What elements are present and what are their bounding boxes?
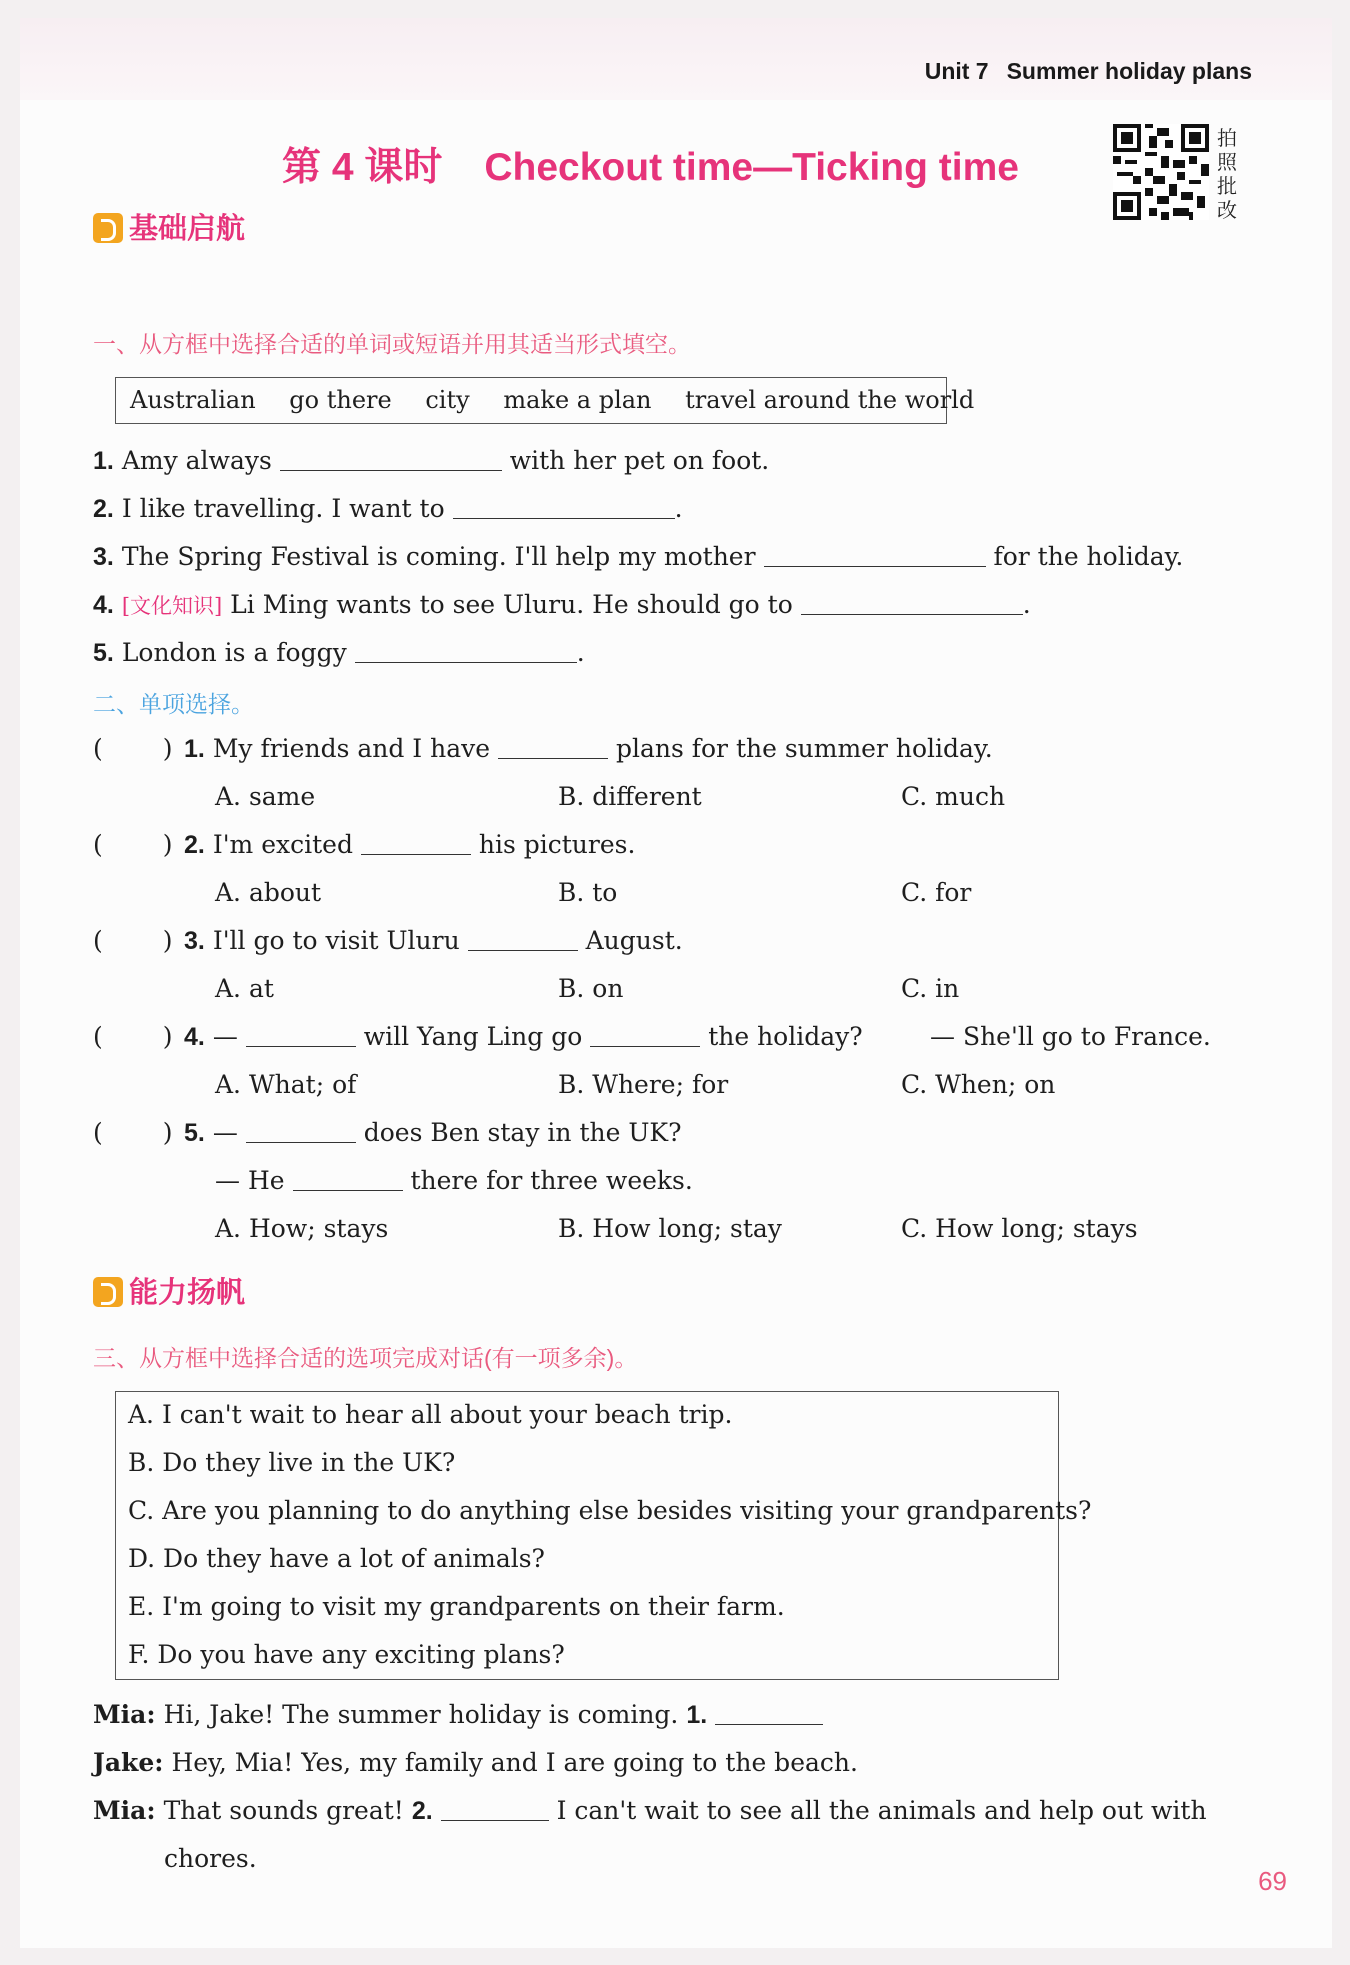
answer-paren[interactable]: ( ) [93, 830, 173, 859]
section-badge-icon [93, 213, 123, 243]
part1-instruction: 一、从方框中选择合适的单词或短语并用其适当形式填空。 [93, 331, 691, 357]
mc-question-3: 3. I'll go to visit Uluru August. [184, 926, 683, 955]
answer-blank[interactable] [764, 544, 986, 567]
section-heading-text: 基础启航 [129, 213, 246, 245]
answer-blank[interactable] [246, 1120, 356, 1143]
mc-option[interactable]: C. in [901, 974, 960, 1003]
mc-option[interactable]: A. same [215, 782, 316, 811]
answer-blank[interactable] [293, 1168, 403, 1191]
mc-question-4: 4. — will Yang Ling go the holiday? [184, 1022, 863, 1051]
dialogue-option: A. I can't wait to hear all about your beach trip. [128, 1400, 733, 1429]
lesson-title [282, 136, 1019, 192]
dialogue-option: B. Do they live in the UK? [128, 1448, 456, 1477]
lesson-period: 第 4 课时 [282, 146, 443, 189]
dialogue-option: C. Are you planning to do anything else besides visiting your grandparents? [128, 1496, 1092, 1525]
fill-item-4: 4. [文化知识] Li Ming wants to see Uluru. He should go to . [93, 590, 1031, 619]
answer-blank[interactable] [453, 496, 675, 519]
mc-question-2: 2. I'm excited his pictures. [184, 830, 636, 859]
mc-option[interactable]: B. on [558, 974, 624, 1003]
dialogue-line-1: Mia: Hi, Jake! The summer holiday is coming. 1. [93, 1700, 823, 1730]
fill-item-3: 3. The Spring Festival is coming. I'll help my mother for the holiday. [93, 542, 1184, 571]
answer-blank[interactable] [361, 832, 471, 855]
dialogue-option: E. I'm going to visit my grandparents on their farm. [128, 1592, 785, 1621]
word-option: go there [289, 386, 392, 414]
section-heading-ability [93, 1270, 245, 1311]
mc-option[interactable]: C. When; on [901, 1070, 1056, 1099]
mc-option[interactable]: C. much [901, 782, 1006, 811]
mc-option[interactable]: A. at [215, 974, 274, 1003]
answer-blank[interactable] [468, 928, 578, 951]
speaker: Jake: [93, 1748, 164, 1777]
word-option: Australian [130, 386, 256, 414]
dialogue-option: D. Do they have a lot of animals? [128, 1544, 545, 1573]
answer-blank[interactable] [246, 1024, 356, 1047]
answer-blank[interactable] [280, 448, 502, 471]
qr-code-icon[interactable] [1113, 124, 1209, 220]
dialogue-line-3-cont: chores. [164, 1844, 257, 1873]
fill-item-1: 1. Amy always with her pet on foot. [93, 446, 770, 475]
unit-number: Unit 7 [924, 58, 989, 84]
answer-paren[interactable]: ( ) [93, 734, 173, 763]
qr-caption: 拍照批改 [1217, 126, 1237, 222]
answer-blank[interactable] [441, 1798, 549, 1821]
answer-blank[interactable] [801, 592, 1023, 615]
mc-option[interactable]: C. How long; stays [901, 1214, 1138, 1243]
answer-blank[interactable] [590, 1024, 700, 1047]
part2-instruction: 二、单项选择。 [93, 691, 254, 717]
mc-option[interactable]: B. to [558, 878, 618, 907]
mc-option[interactable]: B. different [558, 782, 702, 811]
dialogue-line-2: Jake: Hey, Mia! Yes, my family and I are going to the beach. [93, 1748, 858, 1777]
word-box [115, 377, 975, 424]
page-number: 69 [1258, 1866, 1287, 1896]
mc-option[interactable]: A. How; stays [215, 1214, 389, 1243]
section-heading-text: 能力扬帆 [129, 1277, 246, 1309]
dialogue-option: F. Do you have any exciting plans? [128, 1640, 565, 1669]
mc-option[interactable]: B. How long; stay [558, 1214, 782, 1243]
answer-paren[interactable]: ( ) [93, 1022, 173, 1051]
mc-option[interactable]: A. What; of [215, 1070, 357, 1099]
answer-blank[interactable] [355, 640, 577, 663]
unit-title: Summer holiday plans [1006, 58, 1252, 84]
mc-question-1: 1. My friends and I have plans for the summer holiday. [184, 734, 993, 763]
word-option: city [425, 386, 470, 414]
fill-item-5: 5. London is a foggy . [93, 638, 585, 667]
unit-header [925, 58, 1252, 85]
speaker: Mia: [93, 1700, 156, 1729]
answer-paren[interactable]: ( ) [93, 926, 173, 955]
answer-paren[interactable]: ( ) [93, 1118, 173, 1147]
dialogue-line-3: Mia: That sounds great! 2. I can't wait to see all the animals and help out with [93, 1796, 1207, 1825]
speaker: Mia: [93, 1796, 156, 1825]
mc-question-5-line2: — He there for three weeks. [215, 1166, 693, 1195]
mc-option[interactable]: C. for [901, 878, 972, 907]
section-badge-icon [93, 1277, 123, 1307]
word-option: travel around the world [685, 386, 975, 414]
answer-blank[interactable] [715, 1702, 823, 1725]
lesson-name: Checkout time—Ticking time [484, 146, 1019, 189]
mc-option[interactable]: B. Where; for [558, 1070, 729, 1099]
mc-question-5: 5. — does Ben stay in the UK? [184, 1118, 682, 1147]
part3-instruction: 三、从方框中选择合适的选项完成对话(有一项多余)。 [93, 1345, 638, 1371]
fill-item-2: 2. I like travelling. I want to . [93, 494, 683, 523]
mc-option[interactable]: A. about [215, 878, 322, 907]
option-box [115, 1391, 1092, 1680]
section-heading-basic [93, 206, 245, 247]
culture-tag: [文化知识] [121, 594, 223, 618]
answer-blank[interactable] [498, 736, 608, 759]
word-option: make a plan [503, 386, 652, 414]
workbook-page [20, 18, 1332, 1948]
mc-question-4-reply: — She'll go to France. [930, 1022, 1211, 1051]
